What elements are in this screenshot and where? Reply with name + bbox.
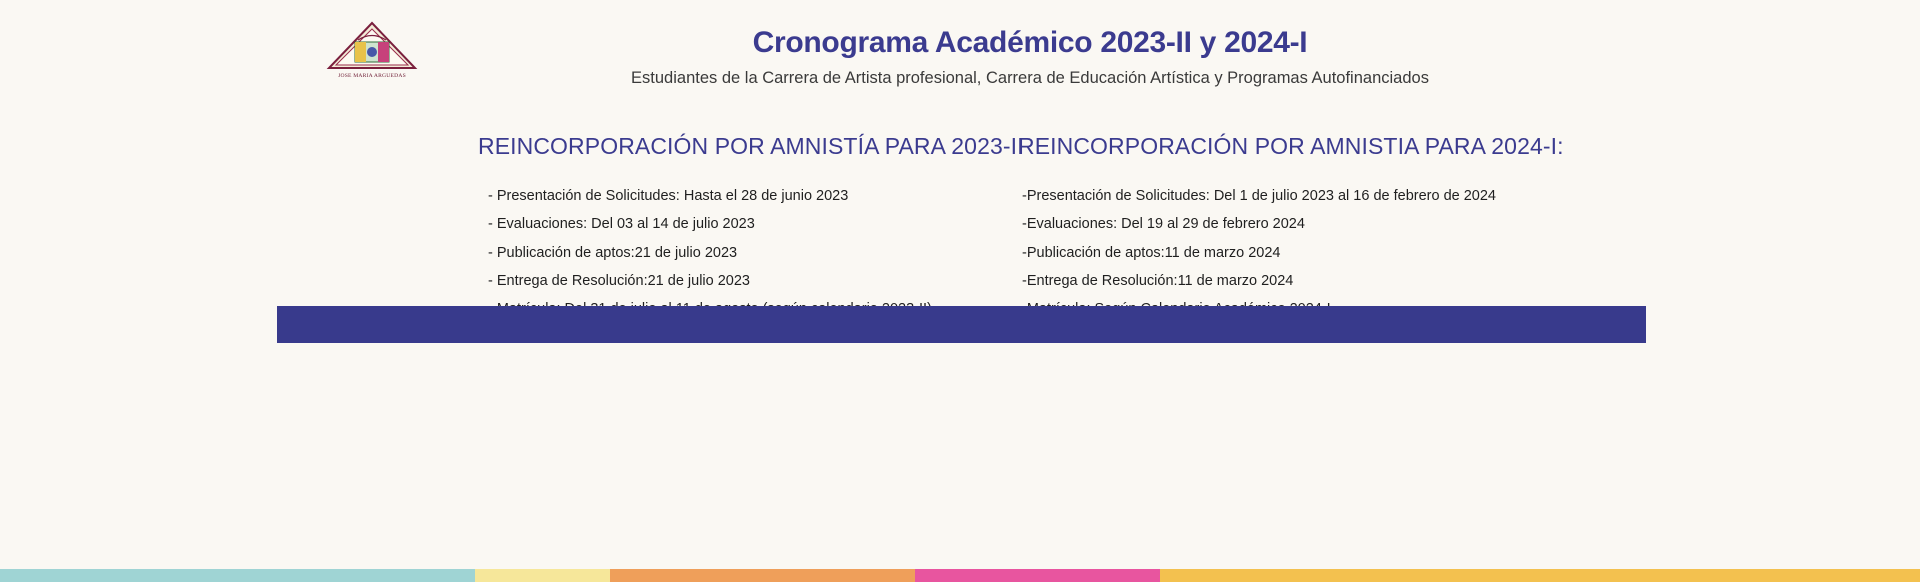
- list-item: - Evaluaciones: Del 03 al 14 de julio 2023: [488, 216, 755, 233]
- list-item: - Presentación de Solicitudes: Hasta el 28 de junio 2023: [488, 188, 849, 204]
- strip-segment: [915, 569, 1160, 582]
- list-item: -Entrega de Resolución:11 de marzo 2024: [1022, 272, 1294, 289]
- page-title: Cronograma Académico 2023-II y 2024-I: [752, 26, 1308, 59]
- unamba-jose-maria-arguedas-logo: [325, 20, 420, 82]
- list-2023-ii: [478, 182, 978, 323]
- strip-segment: [1160, 569, 1920, 582]
- section-heading-2024-i: REINCORPORACIÓN POR AMNISTIA PARA 2024-I:: [1018, 133, 1564, 159]
- section-heading-2023-ii: REINCORPORACIÓN POR AMNISTÍA PARA 2023-II: [478, 133, 1024, 159]
- list-item: -Presentación de Solicitudes: Del 1 de julio 2023 al 16 de febrero de 2024: [1022, 188, 1496, 204]
- strip-segment: [475, 569, 610, 582]
- list-2024-i: [1018, 182, 1538, 323]
- list-item: -Evaluaciones: Del 19 al 29 de febrero 2024: [1022, 216, 1305, 233]
- blue-banner-bar: [277, 306, 1646, 343]
- page-subtitle: Estudiantes de la Carrera de Artista profesional, Carrera de Educación Artística y Programas Autofinanciados: [631, 69, 1429, 87]
- bottom-color-strip: [0, 569, 1920, 582]
- section-amnistia-2024-i: [1018, 133, 1564, 323]
- list-item: -Publicación de aptos:11 de marzo 2024: [1022, 244, 1281, 261]
- list-item: - Publicación de aptos:21 de julio 2023: [488, 244, 738, 261]
- list-item: - Entrega de Resolución:21 de julio 2023: [488, 272, 750, 289]
- header-title-block: [430, 26, 1630, 89]
- svg-text:JOSE MARIA ARGUEDAS: JOSE MARIA ARGUEDAS: [338, 73, 406, 79]
- strip-segment: [610, 569, 915, 582]
- section-amnistia-2023-ii: [478, 133, 1024, 323]
- strip-segment: [0, 569, 475, 582]
